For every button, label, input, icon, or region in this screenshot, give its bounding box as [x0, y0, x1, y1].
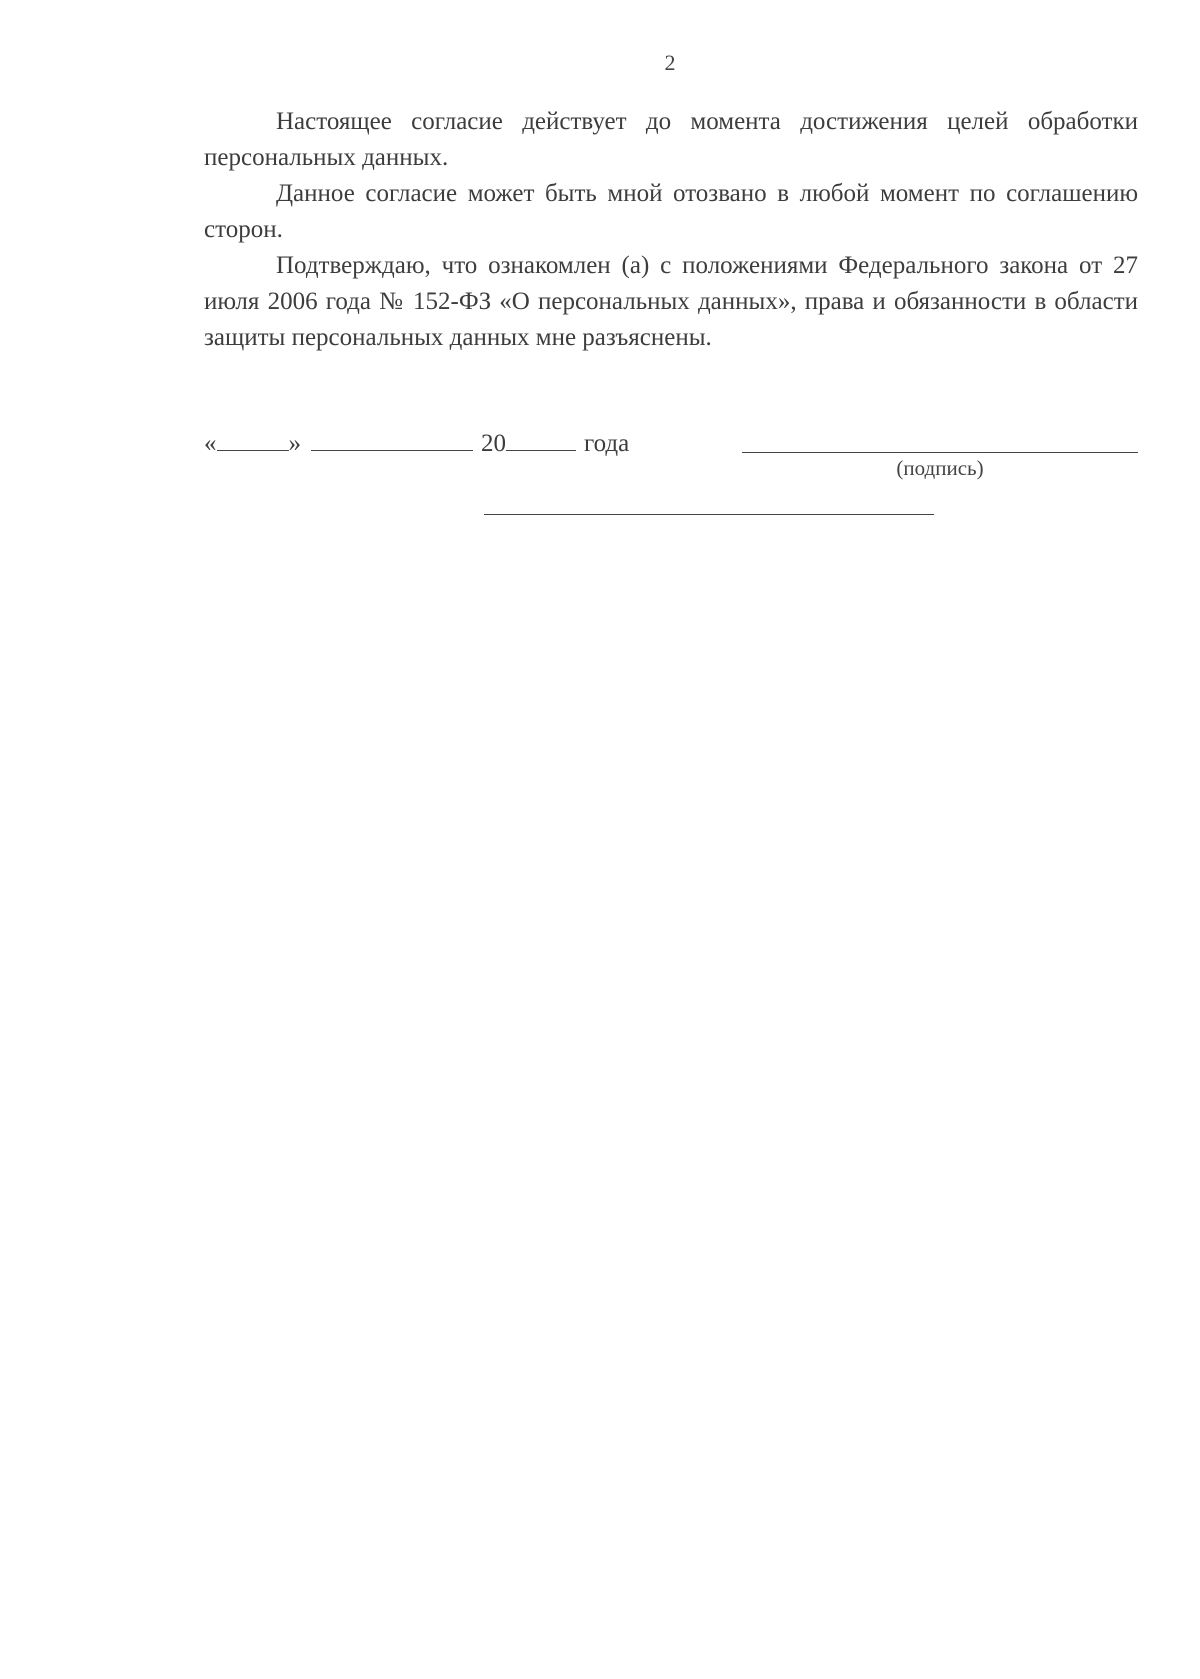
date-row [204, 428, 629, 458]
year-word: года [584, 430, 630, 457]
year-blank[interactable] [506, 428, 576, 451]
signature-caption: (подпись) [896, 456, 984, 480]
day-blank[interactable] [217, 428, 289, 451]
paragraph-revocation: Данное согласие может быть мной отозвано в любой момент по соглашению сторон. [204, 180, 1138, 243]
paragraph-confirmation: Подтверждаю, что ознакомлен (а) с положениями Федерального закона от 27 июля 2006 года № 152-ФЗ «О персональных данных», права и обязанности в области защиты персональных данных мне разъяснены. [204, 252, 1138, 351]
document-body [204, 104, 1138, 356]
page-number: 2 [664, 50, 676, 75]
month-blank[interactable] [311, 428, 473, 451]
signature-line[interactable] [742, 452, 1138, 453]
paragraph-validity: Настоящее согласие действует до момента достижения целей обработки персональных данных. [204, 108, 1138, 171]
year-prefix: 20 [481, 430, 506, 457]
open-quote: « [204, 430, 217, 457]
close-quote: » [288, 430, 301, 457]
name-line[interactable] [484, 514, 934, 515]
